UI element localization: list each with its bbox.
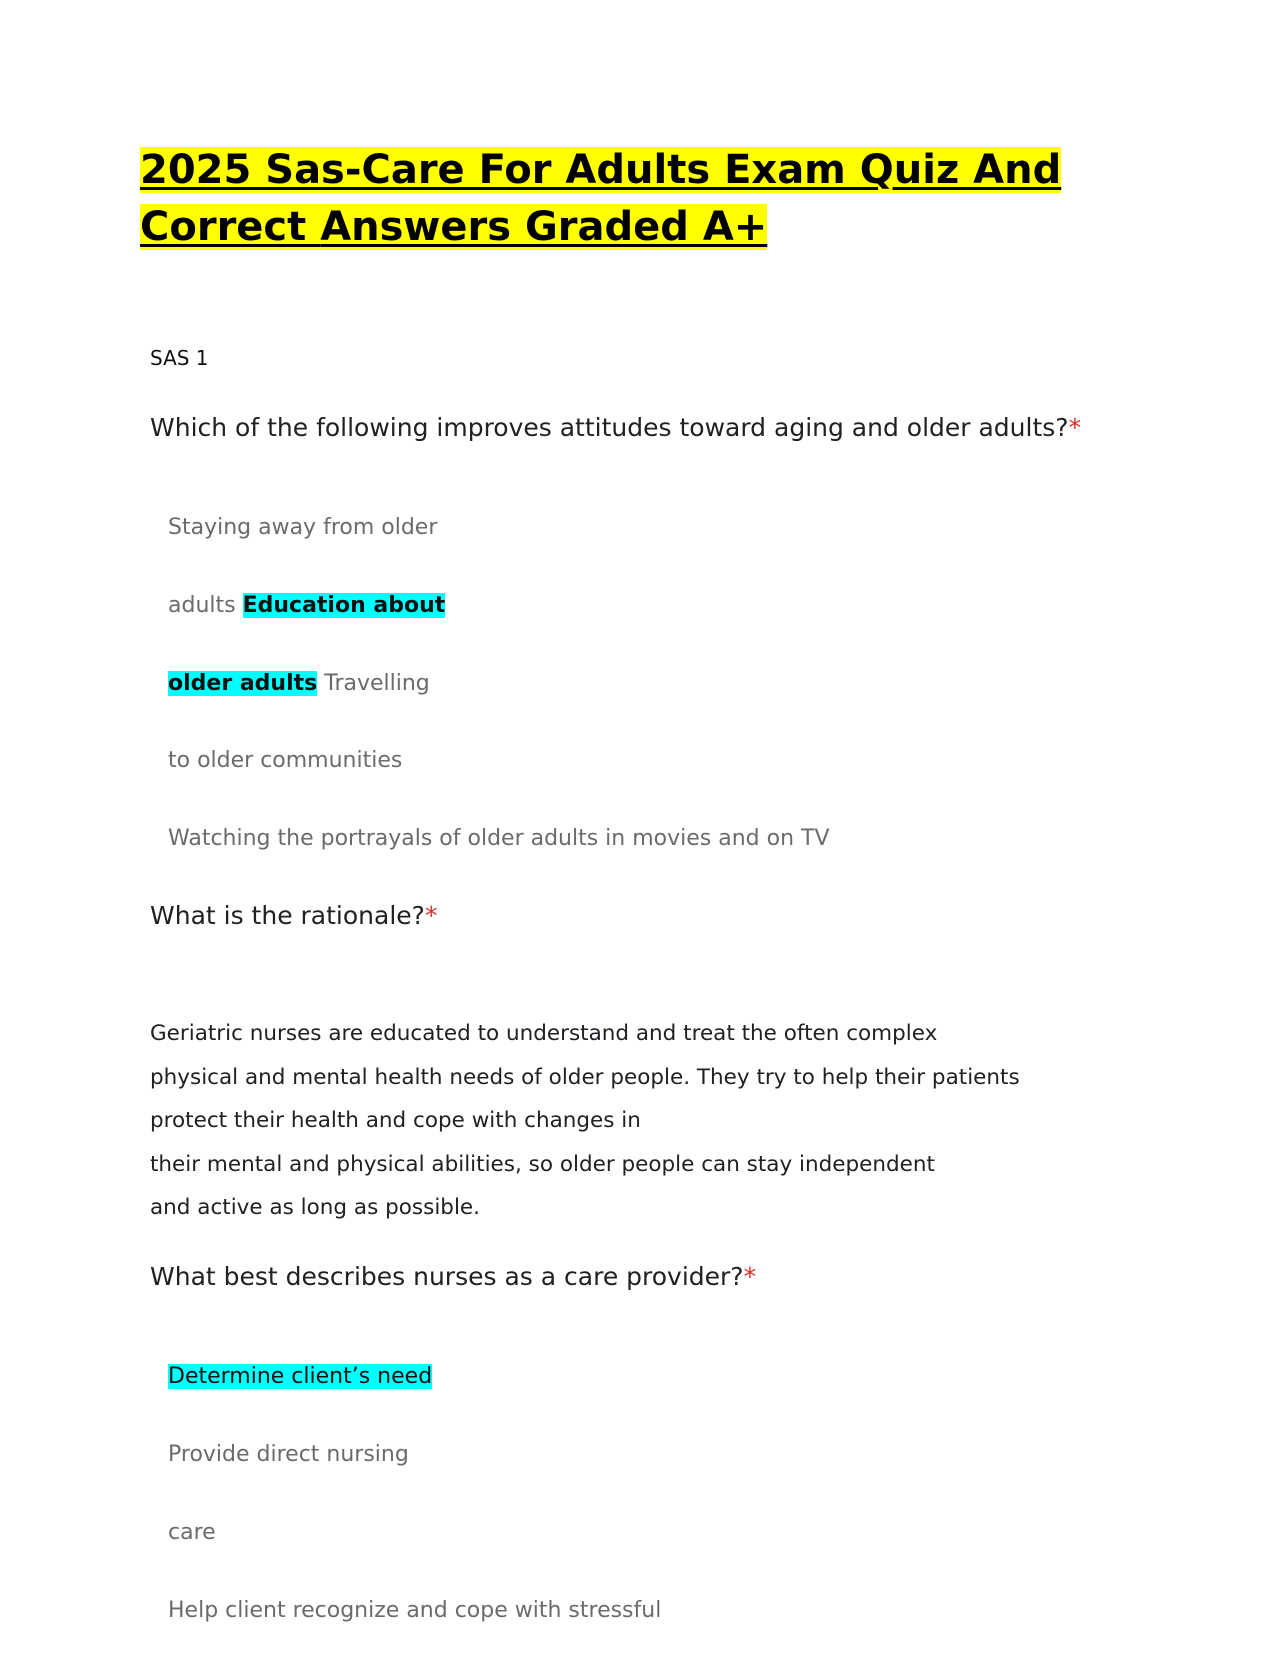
rationale-line: Geriatric nurses are educated to understand and treat the often complex — [150, 1021, 938, 1046]
q1-correct-answer-part-2: older adults — [168, 671, 318, 696]
q3-option-line-1 — [168, 1364, 432, 1389]
rationale-line: physical and mental health needs of older people. They try to help their patients — [150, 1064, 1020, 1090]
q3-option-line-4: Help client recognize and cope with stressful — [168, 1598, 662, 1623]
q1-line2-text: adults — [168, 593, 243, 618]
q3-option-line-3: care — [168, 1520, 216, 1545]
q3-correct-answer: Determine client’s need — [168, 1364, 433, 1389]
document-title — [140, 142, 1160, 256]
title-line-2a: Correct — [140, 204, 321, 250]
rationale-line: protect their health and cope with changes in — [150, 1108, 641, 1133]
q1-option-line-4: to older communities — [168, 748, 403, 773]
q1-option-line-2 — [168, 593, 445, 618]
q1-line3-text: Travelling — [317, 671, 430, 696]
question-3 — [150, 1262, 756, 1291]
q1-correct-answer-part-1: Education about — [242, 593, 446, 618]
question-1 — [150, 413, 1081, 442]
required-asterisk: * — [743, 1262, 757, 1291]
q3-option-line-2: Provide direct nursing — [168, 1442, 409, 1467]
q1-option-line-1: Staying away from older — [168, 515, 438, 540]
required-asterisk: * — [1068, 413, 1082, 442]
required-asterisk: * — [424, 901, 438, 930]
rationale-line: their mental and physical abilities, so older people can stay independent — [150, 1151, 935, 1177]
q1-option-line-5: Watching the portrayals of older adults in movies and on TV — [168, 826, 830, 851]
question-1-text: Which of the following improves attitudes toward aging and older adults? — [150, 413, 1069, 442]
title-line-1: 2025 Sas-Care For Adults Exam Quiz And — [140, 147, 1062, 193]
question-2 — [150, 901, 437, 930]
title-line-2b: Answers Graded A+ — [320, 204, 768, 250]
section-label: SAS 1 — [150, 346, 209, 370]
rationale-answer — [150, 1012, 1020, 1230]
question-3-text: What best describes nurses as a care provider? — [150, 1262, 744, 1291]
q1-option-line-3 — [168, 671, 430, 696]
question-2-text: What is the rationale? — [150, 901, 425, 930]
rationale-line: and active as long as possible. — [150, 1195, 480, 1220]
